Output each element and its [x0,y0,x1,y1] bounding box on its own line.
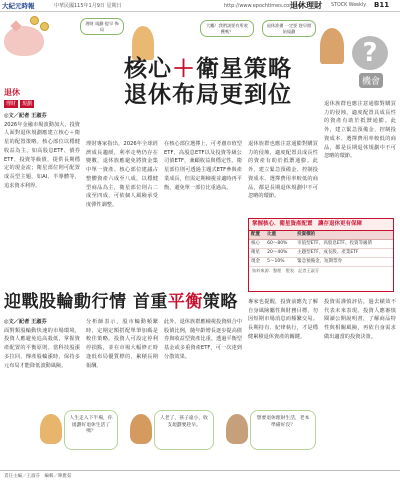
article-text: 退休族群也應注意通膨對購買力的侵蝕，適度配置具成長性的資產有助於抵禦通膨。此外，建立緊急預備金、控制投資成本、選擇費用率較低的商品，都是長期退休規劃中不可忽略的環節。 [324,101,396,160]
article-column [248,298,318,406]
person-illustration [226,414,248,444]
website-url[interactable]: http://www.epochtimes.com.tw [224,3,302,9]
article-text: 專家也提醒，投資前應先了解自身風險屬性與財務目標，勿因短期市場消息而頻繁交易。長期持有、紀律執行，才是穩健累積退休資產的關鍵。 [248,299,318,340]
page-number: B11 [374,1,390,9]
newspaper-logo: 大紀元時報 [2,2,35,10]
piggy-bank-icon [4,26,44,56]
article-text: 在核心部位選擇上，可考慮市值型ETF、高股息ETF以及投資等級公司債ETF，兼顧收益與穩定性。衛星部位則可透過主題式ETF參與產業成長，但需定期檢視並適時再平衡，避免單一部位比重過高。 [164,141,242,191]
headline-satellite: 衛星策略 [196,56,292,82]
article-text: 面對類股輪動快速的市場環境，投資人應避免追高殺低，掌握資產配置的平衡原則。當科技股漲多拉回、傳產股輪漲時，保持多元布局才能降低波動風險。 [4,327,80,369]
allocation-table [249,231,393,267]
person-illustration [130,414,152,444]
article-text: 理財專家指出，2026年全球經濟成長趨緩，利率走勢仍存在變數，退休族應避免將資金集中單一資產。核心部位建議占整體資產六成至八成，以穩健型商品為主，衛星部位則占二成至四成，可依個人風險承受度彈性調整。 [86,141,158,208]
table-row [249,258,393,267]
article-text: 投資需謹慎評估，過去績效不代表未來表現。投資人應審慎閱讀公開說明書，了解商品特性與相關風險，再依自身需求做出適當的投資決策。 [324,299,396,340]
person-illustration [40,414,62,444]
article-column [4,112,80,282]
article-text: 2026年金融市場波動加大，投資人面對退休規劃應建立核心＋衛星的配置策略。核心部位以穩健收益為主，如高股息ETF、債券ETF、投資等級債，提供長期穩定的現金流；衛星部位則可配置成長型主題，如AI、半導體等，追求資本利得。 [4,121,80,189]
table-title: 掌握核心．衛星資產配置 讓存退休更有保障 [249,219,393,231]
subhead-balance: 平衡 [167,292,203,312]
person-illustration [320,28,344,64]
speech-bubble: 大鵬！我們該要有所收穫嗎？ [200,20,254,37]
coin-icon [40,22,49,31]
article-column [164,318,242,406]
table-header: 投資標的 [295,231,393,240]
page-footer [0,470,400,482]
table-header: 配置 [249,231,265,240]
main-headline-line2: 退休布局更到位 [124,82,292,108]
sidebar-tag: 理財 [6,101,17,107]
allocation-table-box [248,218,394,292]
secondary-headline [4,291,238,313]
table-cell: 市值型ETF、高股息ETF、投資等級債 [295,240,393,249]
speech-bubble: 退休准備 一定要 趁早開始規劃 [262,20,316,37]
headline-plus: ＋ [172,56,196,82]
quote-box: 人生走入下半場，你規劃好退休生活了嗎？ [64,410,118,450]
article-column [164,140,242,282]
article-column [324,298,396,448]
coin-icon [30,16,39,25]
person-illustration [132,26,154,60]
subhead-text: 策略 [202,292,238,312]
quote-box: 想要退休理財生活，老本準備好沒？ [250,410,316,450]
speech-bubble: 理財 規劃 提早 佈局 [80,18,124,35]
table-row [249,240,393,249]
table-cell: 核心 [249,240,265,249]
table-source: 資料來源：整理 製表：記者王淑芬 [252,268,320,273]
table-cell: 緊急預備金、短期票券 [295,258,393,267]
headline-core: 核心 [124,56,172,82]
weekly-label: STOCK Weekly [331,3,367,8]
article-column [86,140,158,282]
table-cell: 20～40% [265,249,295,258]
quote-box: 人老了，孩子遠小，收支規劃要趁早。 [154,410,214,450]
article-column [248,140,318,214]
sidebar-tag: 規劃 [22,101,33,107]
article-text: 此外，退休族群應檢視投資組合中股債比例，隨年齡增長逐步提高債券與收益型資產比重。透過平衡型基金或多重資產ETF，可一次達到分散效果。 [164,319,242,360]
article-text: 退休族群也應注意通膨對購買力的侵蝕，適度配置具成長性的資產有助於抵禦通膨。此外，建立緊急預備金、控制投資成本、選擇費用率較低的商品，都是長期退休規劃中不可忽略的環節。 [248,141,318,200]
table-cell: 衛星 [249,249,265,258]
sidebar-label: 退休 [4,88,20,97]
article-byline: ◎文／記者 王淑芬 [4,113,47,119]
table-cell: 現金 [249,258,265,267]
article-text: 分析師表示，股市輪動頻繁時，定期定額搭配單筆加碼是較佳策略。投資人可設定停利停損點，並在市場大幅修正時逢低布局優質標的，累積長期報酬。 [86,319,158,369]
table-row [249,249,393,258]
article-column [4,318,80,406]
question-mark-icon: ? [352,36,388,70]
issue-date: 中華民國115年1月9日 星期日 [54,3,122,9]
main-headline-line1 [100,56,316,83]
table-header: 比重 [265,231,295,240]
table-cell: 5～10% [265,258,295,267]
table-cell: 主題型ETF、成長股、產業ETF [295,249,393,258]
table-cell: 60～80% [265,240,295,249]
article-column [324,100,396,214]
subhead-text: 迎戰股輪動行情 首重 [4,292,168,312]
article-column [86,318,158,406]
article-byline: ◎文／記者 王淑芬 [4,319,47,325]
page-header [0,0,400,12]
section-title: 退休理財 [290,1,322,10]
editor-credit: 責任主編／王淑芬 編輯／陳雅茹 [4,474,72,479]
opportunity-badge: 機會 [359,73,383,88]
